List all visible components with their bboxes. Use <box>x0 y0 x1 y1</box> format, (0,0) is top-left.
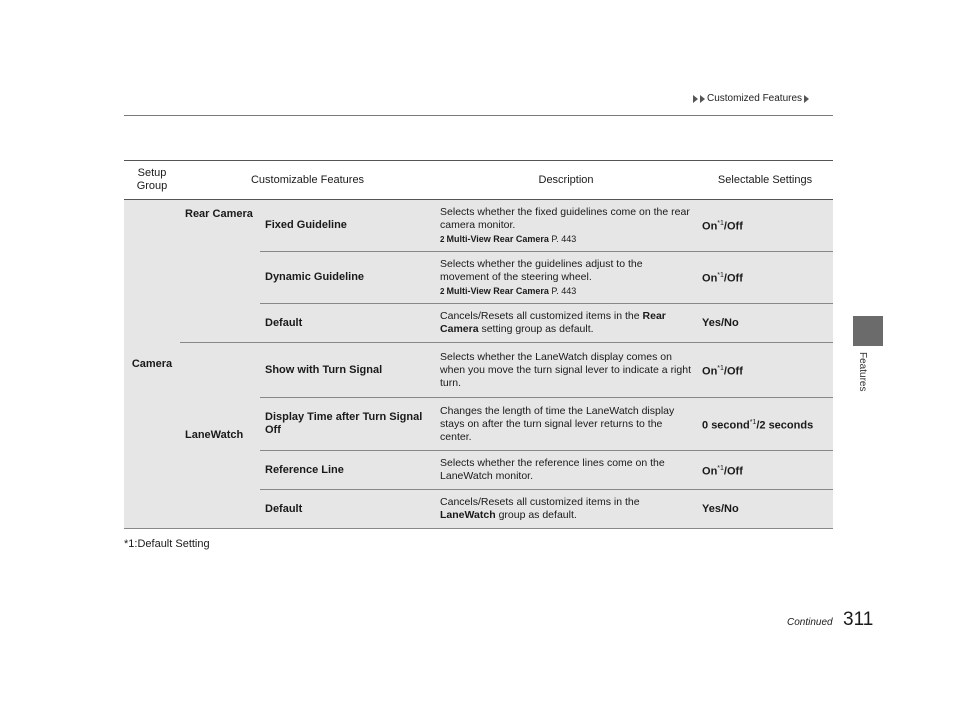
feature-description: Selects whether the guidelines adjust to the movement of the steering wheel. 2 Multi-View Rear Camera P. 443 <box>435 252 697 304</box>
subgroup-rear-camera: Rear Camera <box>180 200 260 343</box>
selectable-settings: On$^{*1}$/Off <box>697 451 833 490</box>
feature-description: Selects whether the reference lines come on the LaneWatch monitor. <box>435 451 697 490</box>
xref-arrow-icon: 2 <box>440 286 445 296</box>
feature-name: Display Time after Turn Signal Off <box>260 398 435 451</box>
header-selectable-settings: Selectable Settings <box>697 161 833 200</box>
cross-reference[interactable]: 2 Multi-View Rear Camera P. 443 <box>440 233 577 244</box>
header-rule <box>124 115 833 116</box>
feature-description: Changes the length of time the LaneWatch display stays on after the turn signal lever returns to the center. <box>435 398 697 451</box>
section-tab-label: Features <box>857 352 868 392</box>
setup-group-camera: Camera <box>124 200 180 529</box>
continued-label: Continued <box>787 617 833 628</box>
section-tab-marker <box>853 316 883 346</box>
table-row <box>124 343 833 398</box>
customized-features-table <box>124 160 833 529</box>
page-number: 311 <box>843 609 874 630</box>
breadcrumb <box>693 93 809 104</box>
breadcrumb-section[interactable]: Customized Features <box>707 93 803 104</box>
selectable-settings: Yes/No <box>697 304 833 343</box>
footnote: *1:Default Setting <box>124 538 210 550</box>
header-description: Description <box>435 161 697 200</box>
breadcrumb-arrow-icon <box>700 95 705 103</box>
feature-name: Dynamic Guideline <box>260 252 435 304</box>
breadcrumb-arrow-icon <box>804 95 809 103</box>
selectable-settings: On$^{*1}$/Off <box>697 252 833 304</box>
feature-name: Show with Turn Signal <box>260 343 435 398</box>
subgroup-lanewatch: LaneWatch <box>180 343 260 529</box>
header-customizable-features: Customizable Features <box>180 161 435 200</box>
feature-name: Fixed Guideline <box>260 200 435 252</box>
feature-name: Default <box>260 490 435 529</box>
xref-arrow-icon: 2 <box>440 234 445 244</box>
selectable-settings: Yes/No <box>697 490 833 529</box>
breadcrumb-arrow-icon <box>693 95 698 103</box>
feature-description: Cancels/Resets all customized items in the LaneWatch group as default. <box>435 490 697 529</box>
feature-name: Default <box>260 304 435 343</box>
selectable-settings: 0 second$^{*1}$/2 seconds <box>697 398 833 451</box>
feature-name: Reference Line <box>260 451 435 490</box>
feature-description: Cancels/Resets all customized items in the Rear Camera setting group as default. <box>435 304 697 343</box>
table-row <box>124 200 833 252</box>
cross-reference[interactable]: 2 Multi-View Rear Camera P. 443 <box>440 285 577 296</box>
feature-description: Selects whether the fixed guidelines come on the rear camera monitor. 2 Multi-View Rear Camera P. 443 <box>435 200 697 252</box>
table-header-row <box>124 161 833 200</box>
feature-description: Selects whether the LaneWatch display comes on when you move the turn signal lever to indicate a right turn. <box>435 343 697 398</box>
header-setup-group: Setup Group <box>124 161 180 200</box>
selectable-settings: On$^{*1}$/Off <box>697 200 833 252</box>
selectable-settings: On$^{*1}$/Off <box>697 343 833 398</box>
